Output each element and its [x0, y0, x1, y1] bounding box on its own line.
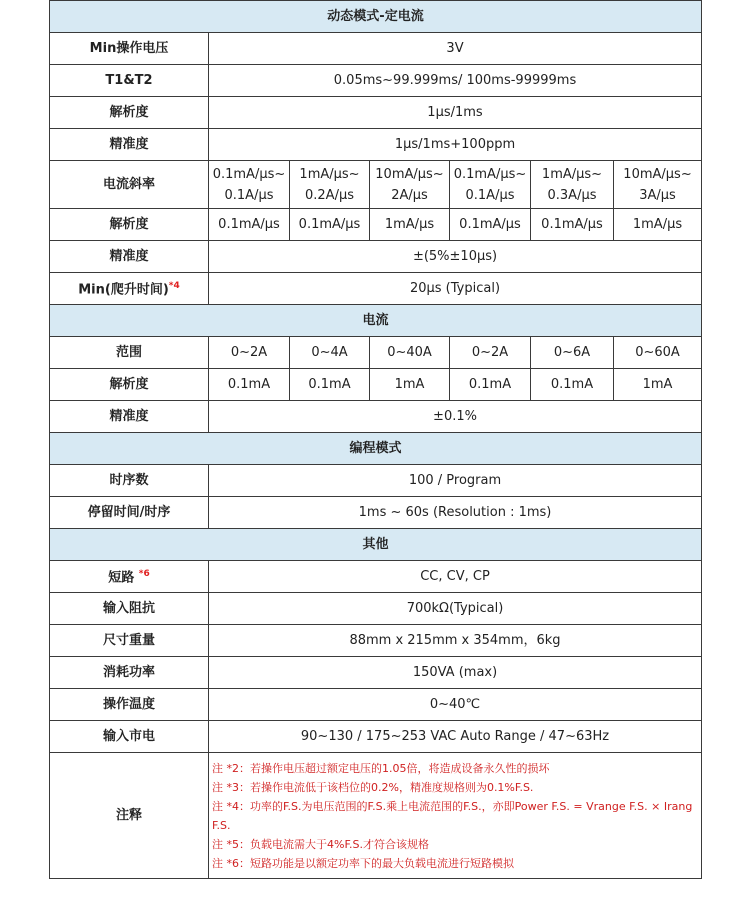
- size-weight-label: 尺寸重量: [50, 625, 209, 657]
- slew-resolution-label: 解析度: [50, 209, 209, 241]
- note-line: 注 *3：若操作电流低于该档位的0.2%，精准度规格则为0.1%F.S.: [212, 780, 534, 794]
- spec-table: [49, 0, 702, 879]
- resolution-value: 1μs/1ms: [209, 97, 702, 129]
- sequence-value: 100 / Program: [209, 465, 702, 497]
- slew-resolution-cell: 0.1mA/μs: [290, 209, 370, 241]
- slew-resolution-cell: 1mA/μs: [614, 209, 702, 241]
- slew-rate-cell: [531, 161, 614, 209]
- range-label: 范围: [50, 337, 209, 369]
- slew-rate-cell: [614, 161, 702, 209]
- current-resolution-cell: 0.1mA: [209, 369, 290, 401]
- section-program: 编程模式: [50, 433, 702, 465]
- note-line: 注 *6：短路功能是以额定功率下的最大负载电流进行短路模拟: [212, 856, 514, 870]
- t1t2-value: 0.05ms~99.999ms/ 100ms-99999ms: [209, 65, 702, 97]
- notes-cell: [209, 753, 702, 879]
- current-accuracy-label: 精准度: [50, 401, 209, 433]
- current-resolution-cell: 1mA: [614, 369, 702, 401]
- note-line: 注 *2：若操作电压超过额定电压的1.05倍，将造成设备永久性的损坏: [212, 761, 550, 775]
- slew-accuracy-value: ±(5%±10μs): [209, 241, 702, 273]
- slew-rate-cell: [209, 161, 290, 209]
- slew-rate-line2: 0.2A/μs: [305, 187, 354, 203]
- range-cell: 0~6A: [531, 337, 614, 369]
- current-resolution-cell: 0.1mA: [531, 369, 614, 401]
- footnote-marker: *4: [168, 281, 180, 292]
- min-voltage-label: Min操作电压: [50, 33, 209, 65]
- slew-rate-line2: 0.1A/μs: [465, 187, 515, 203]
- footnote-marker: *6: [138, 569, 150, 580]
- notes-label: 注释: [50, 753, 209, 879]
- slew-resolution-cell: 0.1mA/μs: [450, 209, 531, 241]
- min-rise-value: 20μs (Typical): [209, 273, 702, 305]
- note-line: 注 *4：功率的F.S.为电压范围的F.S.乘上电流范围的F.S.，亦即Power F.S. = Vrange F.S. × Irang F.S.: [212, 799, 693, 832]
- slew-rate-line1: 0.1mA/μs~: [453, 166, 527, 182]
- short-label: [50, 561, 209, 593]
- slew-rate-line1: 10mA/μs~: [623, 166, 692, 182]
- section-other: 其他: [50, 529, 702, 561]
- slew-rate-label: 电流斜率: [50, 161, 209, 209]
- t1t2-label: T1&T2: [50, 65, 209, 97]
- current-resolution-label: 解析度: [50, 369, 209, 401]
- slew-rate-cell: [450, 161, 531, 209]
- slew-rate-line2: 3A/μs: [639, 187, 676, 203]
- dwell-label: 停留时间/时序: [50, 497, 209, 529]
- slew-rate-line1: 0.1mA/μs~: [212, 166, 286, 182]
- current-resolution-cell: 0.1mA: [290, 369, 370, 401]
- slew-rate-line2: 2A/μs: [391, 187, 428, 203]
- slew-rate-line2: 0.1A/μs: [224, 187, 274, 203]
- mains-value: 90~130 / 175~253 VAC Auto Range / 47~63Hz: [209, 721, 702, 753]
- short-value: CC, CV, CP: [209, 561, 702, 593]
- min-rise-label: [50, 273, 209, 305]
- temperature-label: 操作温度: [50, 689, 209, 721]
- power-label: 消耗功率: [50, 657, 209, 689]
- sequence-label: 时序数: [50, 465, 209, 497]
- slew-accuracy-label: 精准度: [50, 241, 209, 273]
- range-cell: 0~40A: [370, 337, 450, 369]
- dwell-value: 1ms ~ 60s (Resolution : 1ms): [209, 497, 702, 529]
- slew-rate-line2: 0.3A/μs: [547, 187, 597, 203]
- section-dynamic-cc: 动态模式-定电流: [50, 1, 702, 33]
- min-voltage-value: 3V: [209, 33, 702, 65]
- range-cell: 0~4A: [290, 337, 370, 369]
- slew-rate-cell: [290, 161, 370, 209]
- impedance-value: 700kΩ(Typical): [209, 593, 702, 625]
- resolution-label: 解析度: [50, 97, 209, 129]
- range-cell: 0~2A: [209, 337, 290, 369]
- temperature-value: 0~40℃: [209, 689, 702, 721]
- accuracy-value: 1μs/1ms+100ppm: [209, 129, 702, 161]
- note-line: 注 *5：负载电流需大于4%F.S.才符合该规格: [212, 837, 429, 851]
- current-resolution-cell: 0.1mA: [450, 369, 531, 401]
- slew-rate-cell: [370, 161, 450, 209]
- section-current: 电流: [50, 305, 702, 337]
- accuracy-label: 精准度: [50, 129, 209, 161]
- slew-resolution-cell: 0.1mA/μs: [209, 209, 290, 241]
- current-accuracy-value: ±0.1%: [209, 401, 702, 433]
- min-rise-label-text: Min(爬升时间): [78, 282, 169, 298]
- slew-rate-line1: 10mA/μs~: [375, 166, 444, 182]
- range-cell: 0~60A: [614, 337, 702, 369]
- impedance-label: 输入阻抗: [50, 593, 209, 625]
- mains-label: 输入市电: [50, 721, 209, 753]
- power-value: 150VA (max): [209, 657, 702, 689]
- range-cell: 0~2A: [450, 337, 531, 369]
- slew-rate-line1: 1mA/μs~: [299, 166, 360, 182]
- size-weight-value: 88mm x 215mm x 354mm，6kg: [209, 625, 702, 657]
- short-label-text: 短路: [108, 570, 135, 586]
- slew-resolution-cell: 0.1mA/μs: [531, 209, 614, 241]
- slew-resolution-cell: 1mA/μs: [370, 209, 450, 241]
- current-resolution-cell: 1mA: [370, 369, 450, 401]
- slew-rate-line1: 1mA/μs~: [541, 166, 603, 182]
